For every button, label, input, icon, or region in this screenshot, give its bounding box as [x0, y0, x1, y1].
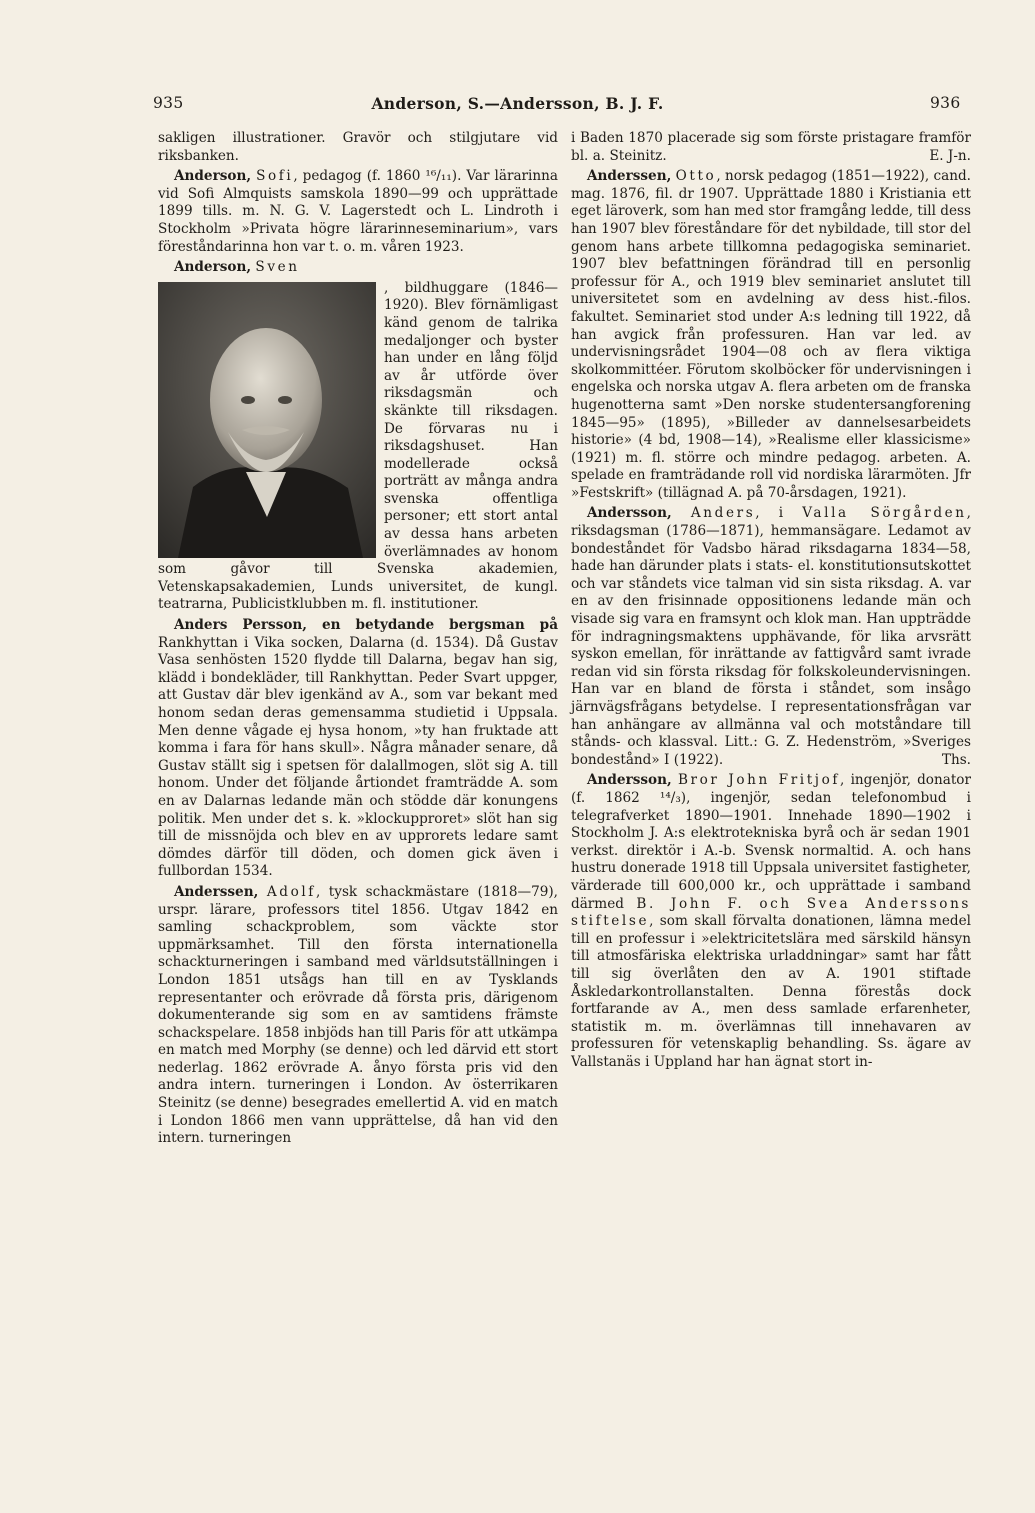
right-column	[571, 130, 971, 1074]
entry-given-name: Sofi	[256, 168, 294, 185]
entry-anderssen-otto	[571, 168, 971, 502]
entry-body: , som skall förvalta donationen, lämna medel till en professur i »elektricitetslära med särskild hänsyn till atmosfäriska elektriska urladdningar» samt har fått till sig överlåten den av A. 1901 stiftade Åskledarkontrollanstalten. Denna förestås dock fortfarande av A., men dess samlade erfarenheter, statistik m. m. överlämnas till innehavaren av professuren för vetenskaplig behandling. Ss. ägare av Vallstanäs i Uppland har han ägnat stort in-	[571, 913, 971, 1070]
entry-anderson-sofi	[158, 168, 558, 256]
entry-body: , norsk pedagog (1851—1922), cand. mag. 1876, fil. dr 1907. Upprättade 1880 i Kristiania ett eget läroverk, som han med stor framgång ledde, till dess han 1907 blev föreståndare för det nybildade, till stor del genom hans arbete tillkomna pedagogiska seminariet. 1907 blev befattningen förändrad till en personlig professur för A., och 1919 blev seminariet anslutet till universitetet som en avdelning av dess hist.-filos. fakultet. Seminariet stod under A:s ledning till 1922, då han avgick från professuren. Han var led. av undervisningsrådet 1904—08 och av flera viktiga skolkommittéer. Förutom skolböcker för undervisningen i engelska och norska utgav A. flera arbeten om de franska hugenotterna samt »Den norske studentersangforening 1845—95» (1895), »Billeder av dannelsesarbeidets historie» (4 bd, 1908—14), »Realisme eller klassicisme» (1921) m. fl. större och mindre pedagog. arbeten. A. spelade en framträdande roll vid nordiska lärarmöten. Jfr »Festskrift» (tillägnad A. på 70-årsdagen, 1921).	[571, 168, 971, 501]
entry-body: , bildhuggare (1846—1920). Blev förnämligast känd genom de talrika medaljonger och byster han under en lång följd av år utförde över riksdagsmän och skänkte till riksdagen. De förvaras nu i riksdagshuset. Han modellerade också porträtt av många andra svenska offentliga personer; ett stort antal av dessa hans arbeten överlämnades av honom som gåvor till Svenska akademien, Vetenskapsakademien, Lunds universitet, de kungl. teatrarna, Publicistklubben m. fl. institutioner.	[158, 279, 558, 613]
entry-andersson-anders	[571, 505, 971, 769]
entry-body: i Baden 1870 placerade sig som förste pristagare framför bl. a. Steinitz.	[571, 130, 971, 164]
foundation-name: B. John F. och Svea Anderssons stiftelse	[571, 895, 971, 930]
entry-body: , ingenjör, donator (f. 1862 ¹⁴/₃), ingenjör, sedan telefonombud i telegrafverket 1890—1901. Innehade 1890—1902 i Stockholm J. A:s elektrotekniska byrå och är sedan 1901 verkst. direktör i A.-b. Svensk normaltid. A. och hans hustru donerade 1918 till Uppsala universitet fastigheter, värderade till 600,000 kr., och upprättade i samband därmed	[571, 772, 971, 912]
entry-headword: Anderssen,	[587, 168, 672, 185]
entry-andersson-bror-john-fritjof	[571, 772, 971, 1071]
entry-body: Rankhyttan i Vika socken, Dalarna (d. 1534). Då Gustav Vasa senhösten 1520 flydde till Dalarna, begav han sig, klädd i bondekläder, till Rankhyttan. Peder Svart uppger, att Gustav där blev igenkänd av A., som var bekant med honom sedan deras gemensamma studietid i Uppsala. Men denne vågade ej hysa honom, »ty han fruktade att komma i fara för hans skull». Några månader senare, då Gustav ställt sig i spetsen för dalallmogen, slöt sig A. till honom. Under det följande årtiondet framträdde A. som en av Dalarnas ledande män och stödde där konungens politik. Men under det s. k. »klockupproret» slöt han sig till de missnöjda och blev en av upprorets ledare samt dömdes därför till döden, och domen gick även i fullbordan 1534.	[158, 634, 558, 880]
entry-anderson-sven	[158, 259, 558, 277]
portrait-image	[158, 282, 376, 558]
entry-body: , tysk schackmästare (1818—79), urspr. lärare, professors titel 1856. Utgav 1842 en samling schackproblem, som väckte stor uppmärksamhet. Till den första internationella schackturneringen i samband med världsutställningen i London 1851 utsågs han till en av Tysklands representanter och erövrade då första pris, därigenom dokumenterande sig som en av samtidens främste schackspelare. 1858 inbjöds han till Paris för att utkämpa en match med Morphy (se denne) och led därvid ett stort nederlag. 1862 erövrade A. ånyo första pris vid den andra intern. turneringen i London. Av österrikaren Steinitz (se denne) besegrades emellertid A. vid en match i London 1866 men vann upprättelse, då han vid den intern. turneringen	[158, 883, 558, 1147]
author-signature: E. J-n.	[929, 147, 971, 164]
author-signature: Ths.	[941, 751, 971, 768]
left-column	[158, 130, 558, 1151]
entry-anders-persson	[158, 617, 558, 881]
portrait-photo	[158, 282, 376, 558]
entry-given-name: Adolf	[266, 883, 316, 900]
entry-headword: Anderson,	[174, 259, 252, 276]
page-number-left: 935	[153, 94, 184, 112]
entry-continuation: sakligen illustrationer. Gravör och stilgjutare vid riksbanken.	[158, 130, 558, 164]
entry-body: , riksdagsman (1786—1871), hemmansägare. Ledamot av bondeståndet för Vadsbo härad riksdagarna 1834—58, hade han därunder plats i stats- el. konstitutionsutskottet och var ståndets vice talman vid sin sista riksdag. A. var en av den frisinnade oppositionens ledande män och visade sig vara en framsynt och klok man. Han uppträdde för indragningsmaktens upphävande, för lika arvsrätt syskon emellan, för inrättande av fattigvård samt ivrade redan vid sin första riksdag för folkskoleundervisningen. Han var en bland de första i ståndet, som insågo järnvägsfrågans betydelse. I representationsfrågan var han anhängare av allmänna val och motståndare till stånds- och klassval. Litt.: G. Z. Hedenström, »Sveriges bondestånd» I (1922).	[571, 505, 971, 768]
entry-headword: Anderssen,	[174, 883, 259, 900]
entry-given-name: Bror John Fritjof	[677, 772, 841, 789]
entry-headword: Andersson,	[587, 505, 672, 522]
entry-continuation	[571, 130, 971, 165]
entry-anderssen-adolf	[158, 884, 558, 1148]
page-number-right: 936	[930, 94, 961, 112]
entry-headword: Anderson,	[174, 168, 252, 185]
entry-body: , pedagog (f. 1860 ¹⁶/₁₁). Var lärarinna vid Sofi Almquists samskola 1890—99 och upprättade 1899 tills. m. N. G. V. Lagerstedt och L. Lindroth i Stockholm »Privata högre lärarinneseminarium», vars föreståndarinna hon var t. o. m. våren 1923.	[158, 168, 559, 255]
entry-headword: Anders Persson, en betydande bergsman på	[174, 617, 558, 634]
entry-headword: Andersson,	[587, 772, 672, 789]
entry-given-name: Otto	[675, 168, 717, 185]
entry-place-name: Valla Sörgården	[802, 505, 967, 522]
entry-given-name: Sven	[255, 259, 300, 276]
entry-body: , i	[755, 505, 803, 522]
running-header: Anderson, S.—Andersson, B. J. F.	[371, 94, 664, 113]
entry-given-name: Anders	[690, 505, 756, 522]
